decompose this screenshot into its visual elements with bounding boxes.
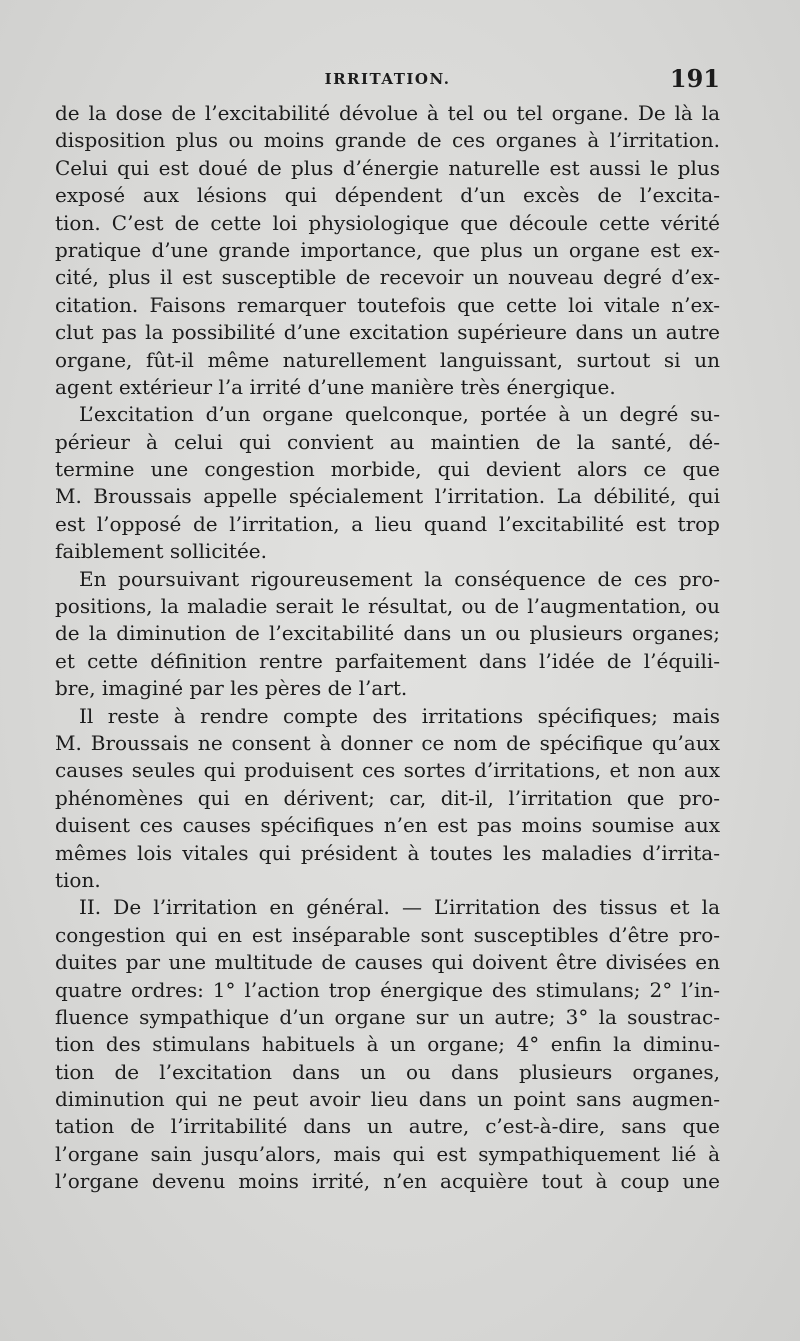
page-number: 191 bbox=[669, 64, 720, 93]
text-line: organe, fût-il même naturellement languissant, surtout si un bbox=[55, 347, 720, 372]
text-line: diminution qui ne peut avoir lieu dans un point sans augmen- bbox=[55, 1087, 720, 1112]
text-line: citation. Faisons remarquer toutefois que cette loi vitale n’ex- bbox=[55, 292, 720, 317]
text-line: tion. C’est de cette loi physiologique que découle cette vérité bbox=[55, 210, 720, 235]
text-line: pratique d’une grande importance, que plus un organe est ex- bbox=[55, 237, 720, 262]
text-line: fluence sympathique d’un organe sur un autre; 3° la soustrac- bbox=[55, 1004, 720, 1029]
text-line: duisent ces causes spécifiques n’en est pas moins soumise aux bbox=[55, 813, 720, 838]
running-head: IRRITATION. bbox=[324, 70, 451, 88]
text-line: de la diminution de l’excitabilité dans un ou plusieurs organes; bbox=[55, 621, 720, 646]
text-line: causes seules qui produisent ces sortes d’irritations, et non aux bbox=[55, 758, 720, 783]
text-line: tion. bbox=[55, 867, 101, 892]
text-line: En poursuivant rigoureusement la conséquence de ces pro- bbox=[79, 566, 720, 591]
text-line: M. Broussais ne consent à donner ce nom de spécifique qu’aux bbox=[55, 730, 720, 755]
text-line: bre, imaginé par les pères de l’art. bbox=[55, 676, 408, 701]
text-line: de la dose de l’excitabilité dévolue à tel ou tel organe. De là la bbox=[55, 101, 720, 125]
text-line: cité, plus il est susceptible de recevoir un nouveau degré d’ex- bbox=[55, 265, 720, 290]
text-line: faiblement sollicitée. bbox=[55, 539, 267, 564]
text-line: Celui qui est doué de plus d’énergie naturelle est aussi le plus bbox=[55, 155, 720, 180]
page-header bbox=[55, 62, 720, 96]
text-line: Il reste à rendre compte des irritations spécifiques; mais bbox=[79, 703, 720, 728]
text-line: mêmes lois vitales qui président à toutes les maladies d’irrita- bbox=[55, 840, 720, 865]
text-line: II. De l’irritation en général. — L’irritation des tissus et la bbox=[79, 895, 720, 920]
text-line: l’organe devenu moins irrité, n’en acquière tout à coup une bbox=[55, 1169, 720, 1194]
text-line: positions, la maladie serait le résultat, ou de l’augmentation, ou bbox=[55, 594, 720, 619]
text-line: et cette définition rentre parfaitement dans l’idée de l’équili- bbox=[55, 648, 720, 673]
text-line: M. Broussais appelle spécialement l’irritation. La débilité, qui bbox=[55, 484, 720, 509]
text-line: agent extérieur l’a irrité d’une manière très énergique. bbox=[55, 374, 616, 399]
text-line: duites par une multitude de causes qui doivent être divisées en bbox=[55, 950, 720, 975]
text-line: périeur à celui qui convient au maintien de la santé, dé- bbox=[55, 429, 720, 454]
text-line: phénomènes qui en dérivent; car, dit-il, l’irritation que pro- bbox=[55, 785, 720, 810]
text-line: tion de l’excitation dans un ou dans plusieurs organes, bbox=[55, 1059, 720, 1084]
body-text bbox=[55, 100, 720, 1196]
text-line: congestion qui en est inséparable sont susceptibles d’être pro- bbox=[55, 922, 720, 947]
text-line: termine une congestion morbide, qui devient alors ce que bbox=[55, 457, 720, 482]
text-line: l’organe sain jusqu’alors, mais qui est sympathiquement lié à bbox=[55, 1141, 720, 1166]
text-line: tion des stimulans habituels à un organe; 4° enfin la diminu- bbox=[55, 1032, 720, 1057]
text-line: disposition plus ou moins grande de ces organes à l’irritation. bbox=[55, 128, 720, 153]
text-line: quatre ordres: 1° l’action trop énergique des stimulans; 2° l’in- bbox=[55, 977, 720, 1002]
text-line: exposé aux lésions qui dépendent d’un excès de l’excita- bbox=[55, 183, 720, 208]
text-line: L’excitation d’un organe quelconque, portée à un degré su- bbox=[79, 402, 720, 427]
text-line: clut pas la possibilité d’une excitation supérieure dans un autre bbox=[55, 320, 720, 345]
text-line: tation de l’irritabilité dans un autre, c’est-à-dire, sans que bbox=[55, 1114, 720, 1139]
text-line: est l’opposé de l’irritation, a lieu quand l’excitabilité est trop bbox=[55, 511, 720, 536]
